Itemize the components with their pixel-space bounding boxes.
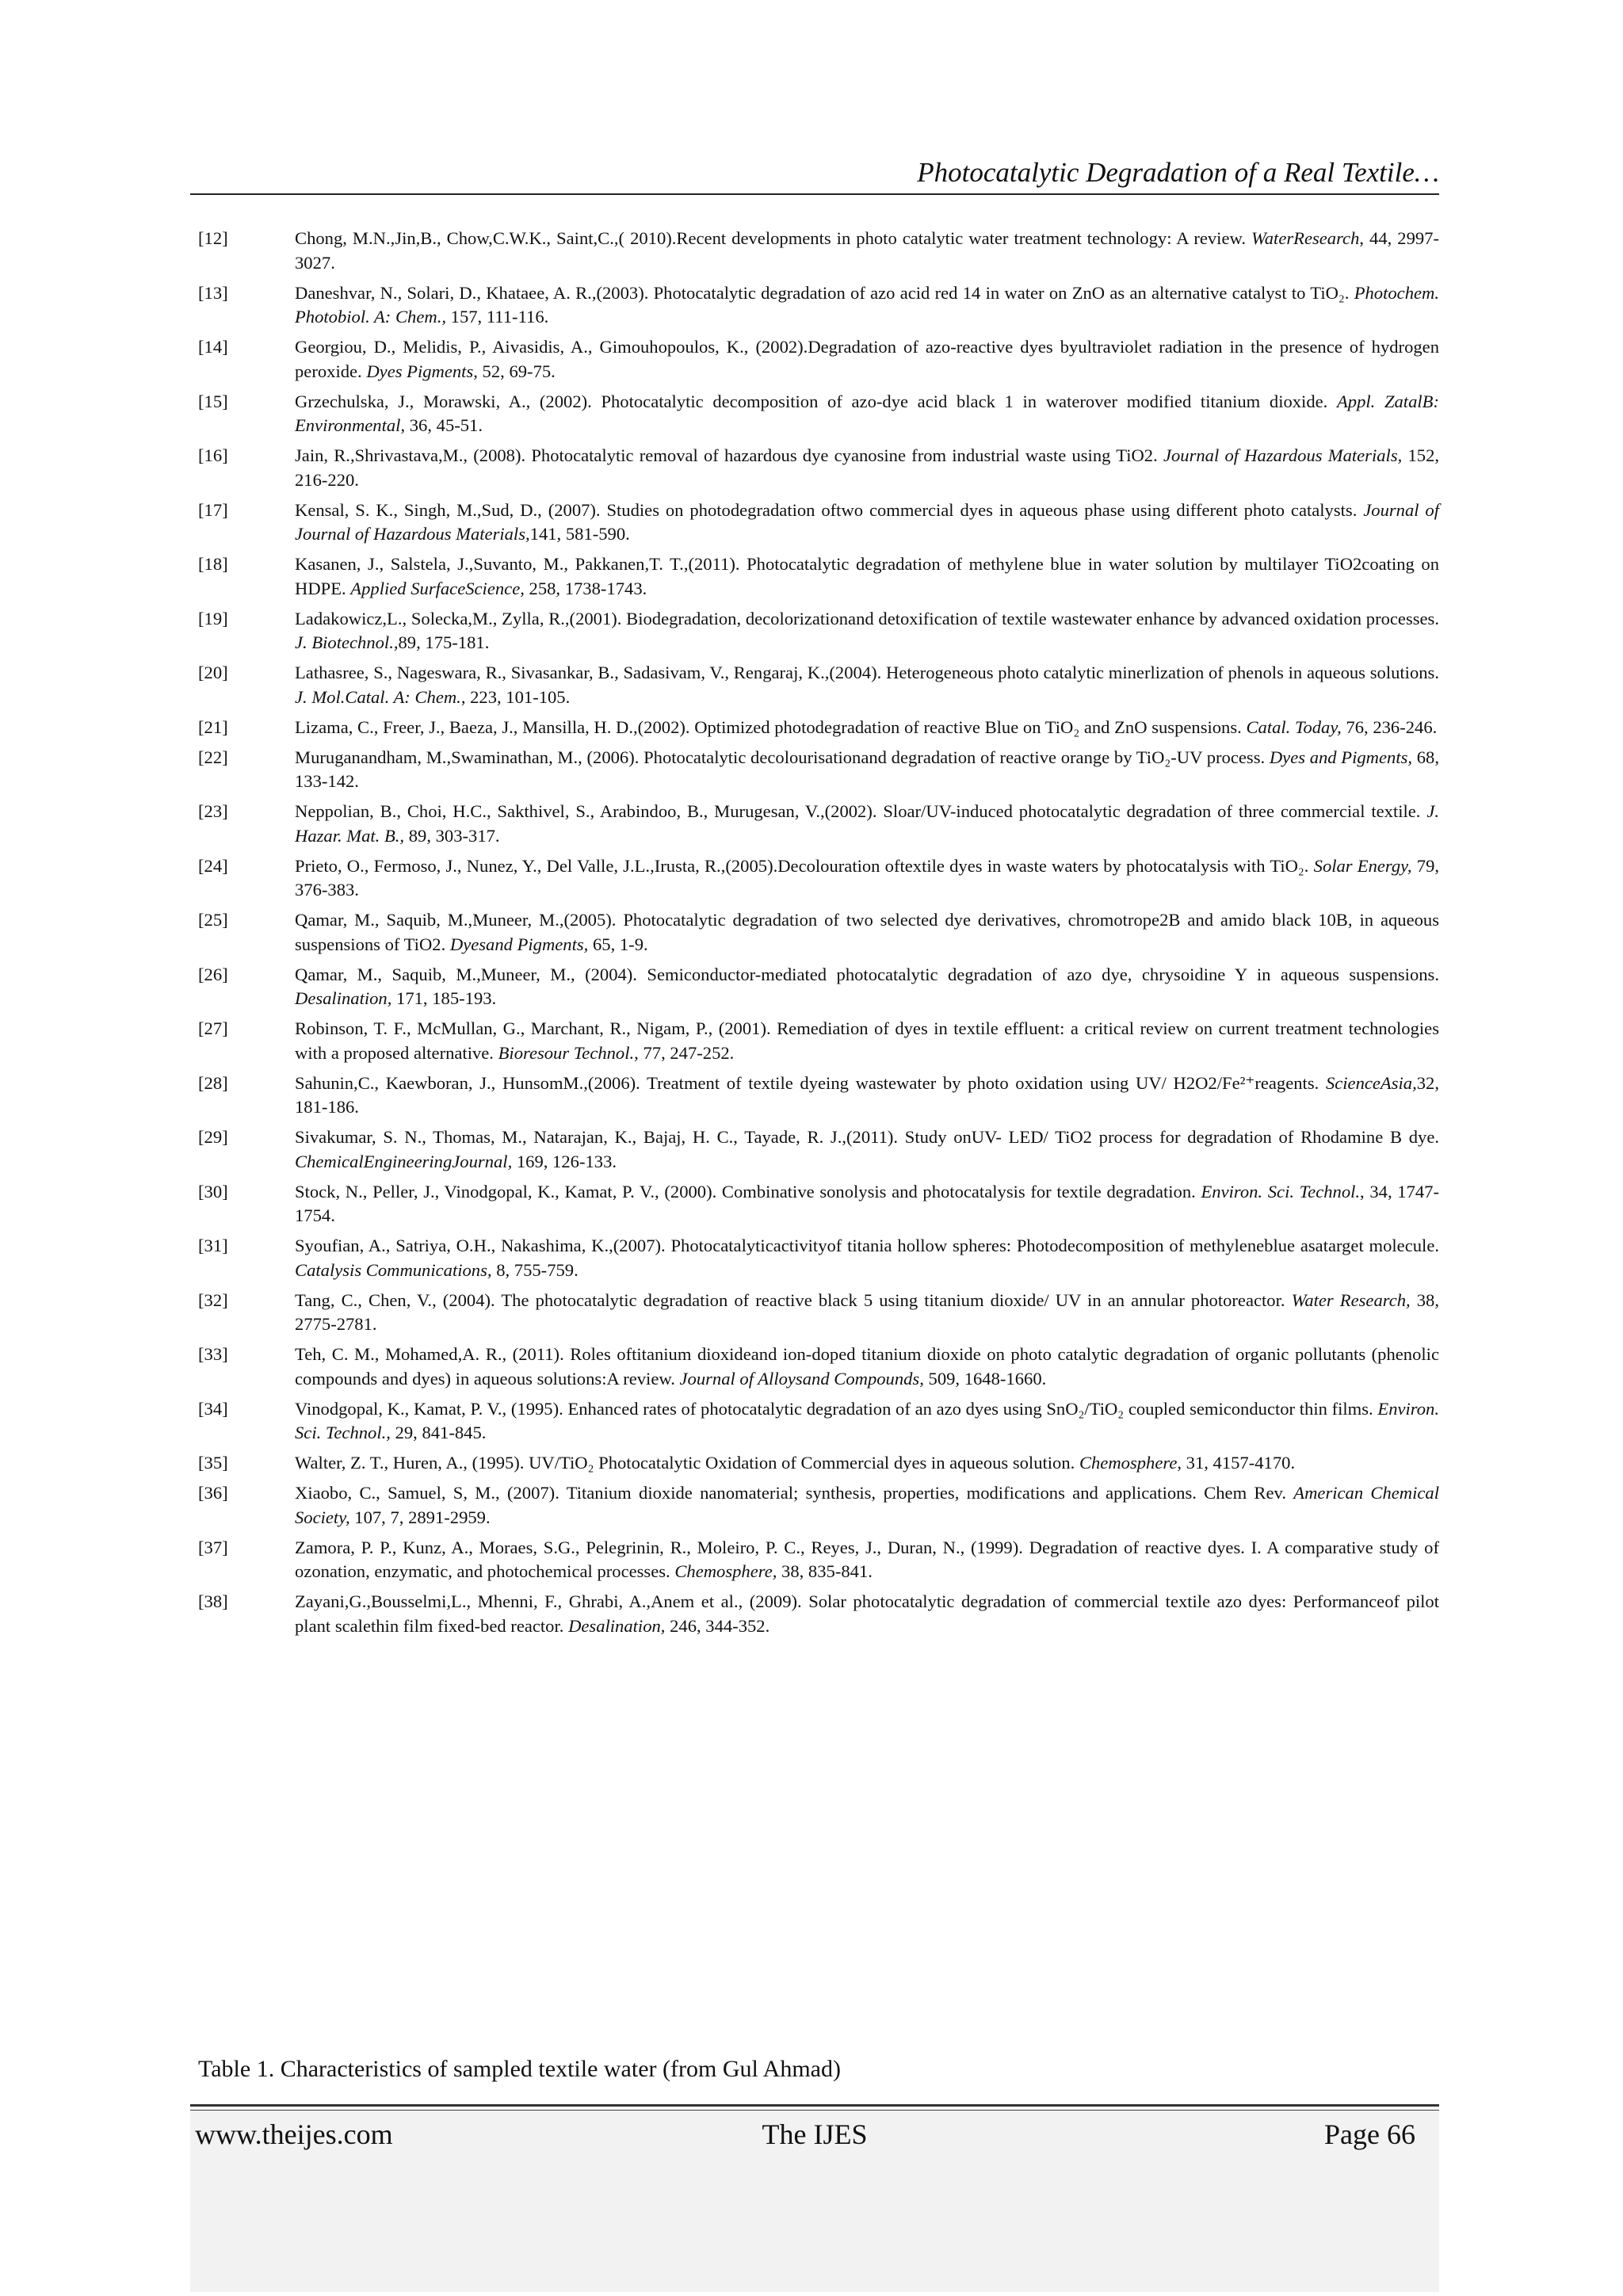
reference-number: [33]: [198, 1344, 228, 1364]
reference-journal: Environ. Sci. Technol.,: [295, 1398, 1439, 1442]
reference-volume-pages: 141, 581-590.: [529, 524, 630, 544]
reference-list: [198, 227, 1439, 1645]
reference-volume-pages: 89, 303-317.: [404, 825, 500, 846]
reference-journal: Bioresour Technol.: [498, 1042, 635, 1063]
reference-body: Neppolian, B., Choi, H.C., Sakthivel, S., Arabindoo, B., Murugesan, V.,(2002). Sloar/UV-induced photocatalytic degradation of three commercial textile.: [295, 801, 1427, 821]
reference-volume-pages: 38, 2775-2781.: [295, 1289, 1439, 1334]
reference-number: [17]: [198, 499, 228, 520]
reference-text: [295, 1451, 1439, 1476]
reference-text: [295, 227, 1439, 275]
reference-item: [198, 1397, 1439, 1446]
reference-text: [295, 746, 1439, 794]
reference-item: [198, 1536, 1439, 1584]
reference-journal: Environ. Sci. Technol.: [1201, 1181, 1361, 1201]
reference-body: Grzechulska, J., Morawski, A., (2002). Photocatalytic decomposition of azo-dye acid black 1 in waterover modified titanium dioxide.: [295, 391, 1337, 411]
reference-item: [198, 800, 1439, 848]
reference-volume-pages: 89, 175-181.: [398, 632, 490, 652]
reference-text: [295, 1343, 1439, 1391]
reference-volume-pages: , 36, 45-51.: [400, 415, 483, 435]
reference-body: Prieto, O., Fermoso, J., Nunez, Y., Del Valle, J.L.,Irusta, R.,(2005).Decolouration oftextile dyes in waste waters by photocatalysis with TiO₂.: [295, 855, 1314, 876]
reference-item: [198, 1180, 1439, 1228]
reference-item: [198, 908, 1439, 957]
reference-journal: WaterResearch: [1251, 228, 1360, 248]
reference-number: [38]: [198, 1591, 228, 1611]
reference-item: [198, 661, 1439, 709]
reference-body: Robinson, T. F., McMullan, G., Marchant, R., Nigam, P., (2001). Remediation of dyes in textile effluent: a critical review on current treatment technologies with a proposed alternative.: [295, 1018, 1439, 1063]
reference-volume-pages: 157, 111-116.: [446, 307, 549, 327]
reference-item: [198, 1234, 1439, 1282]
reference-text: [295, 552, 1439, 601]
reference-journal: Dyesand Pigments,: [449, 934, 589, 954]
reference-journal: Chemosphere,: [1079, 1453, 1182, 1473]
reference-body: Vinodgopal, K., Kamat, P. V., (1995). Enhanced rates of photocatalytic degradation of an azo dyes using SnO₂/TiO₂ coupled semiconductor thin films.: [295, 1398, 1378, 1419]
reference-item: [198, 390, 1439, 438]
reference-number: [24]: [198, 855, 228, 876]
reference-number: [31]: [198, 1236, 228, 1255]
reference-journal: Chemosphere,: [674, 1561, 777, 1581]
reference-volume-pages: 32, 181-186.: [295, 1072, 1439, 1117]
reference-text: [295, 281, 1439, 330]
reference-journal: American Chemical Society,: [295, 1483, 1440, 1527]
reference-item: [198, 499, 1439, 547]
reference-text: [295, 444, 1439, 492]
reference-volume-pages: , 44, 2997-3027.: [295, 228, 1440, 273]
reference-text: [295, 1180, 1439, 1228]
reference-volume-pages: 68, 133-142.: [295, 747, 1439, 791]
reference-number: [34]: [198, 1398, 228, 1419]
reference-body: Sivakumar, S. N., Thomas, M., Natarajan, K., Bajaj, H. C., Tayade, R. J.,(2011). Study onUV- LED/ TiO2 process for degradation of Rhodamine B dye.: [295, 1127, 1439, 1147]
reference-number: [18]: [198, 554, 228, 574]
reference-item: [198, 1289, 1439, 1337]
reference-volume-pages: , 77, 247-252.: [634, 1042, 735, 1063]
footer-rule-thin: [190, 2110, 1439, 2111]
reference-journal: Applied SurfaceScience,: [350, 578, 525, 598]
reference-text: [295, 661, 1439, 709]
reference-number: [37]: [198, 1537, 228, 1557]
reference-text: [295, 1590, 1439, 1638]
reference-journal: Catal. Today,: [1246, 716, 1342, 737]
reference-journal: Photochem. Photobiol. A: Chem.,: [295, 282, 1439, 327]
reference-volume-pages: 8, 755-759.: [491, 1259, 579, 1280]
reference-number: [23]: [198, 801, 228, 821]
reference-text: [295, 1289, 1439, 1337]
reference-number: [29]: [198, 1127, 228, 1147]
reference-journal: ScienceAsia,: [1325, 1072, 1417, 1093]
header-rule: [190, 193, 1439, 195]
reference-journal: Water Research,: [1291, 1289, 1411, 1310]
reference-number: [15]: [198, 391, 228, 411]
reference-body: Zayani,G.,Bousselmi,L., Mhenni, F., Ghrabi, A.,Anem et al., (2009). Solar photocatalytic degradation of commercial textile azo dyes: Performanceof pilot plant scalethin film fixed-bed reactor.: [295, 1591, 1439, 1636]
reference-item: [198, 963, 1439, 1011]
reference-journal: Journal of Hazardous Materials,: [1163, 445, 1403, 465]
reference-journal: Solar Energy,: [1313, 855, 1412, 876]
reference-journal: Dyes and Pigments,: [1269, 747, 1413, 767]
reference-body: Walter, Z. T., Huren, A., (1995). UV/TiO₂ Photocatalytic Oxidation of Commercial dyes in aqueous solution.: [295, 1453, 1079, 1473]
reference-item: [198, 1343, 1439, 1391]
reference-body: Sahunin,C., Kaewboran, J., HunsomM.,(2006). Treatment of textile dyeing wastewater by photo oxidation using UV/ H2O2/Fe²⁺reagents.: [295, 1072, 1326, 1093]
reference-number: [28]: [198, 1072, 228, 1093]
reference-number: [26]: [198, 964, 228, 984]
reference-body: Georgiou, D., Melidis, P., Aivasidis, A., Gimouhopoulos, K., (2002).Degradation of azo-reactive dyes byultraviolet radiation in the presence of hydrogen peroxide.: [295, 337, 1439, 381]
reference-body: Stock, N., Peller, J., Vinodgopal, K., Kamat, P. V., (2000). Combinative sonolysis and photocatalysis for textile degradation.: [295, 1181, 1201, 1201]
reference-journal: Journal of Alloysand Compounds,: [679, 1368, 924, 1389]
reference-body: Muruganandham, M.,Swaminathan, M., (2006). Photocatalytic decolourisationand degradation of reactive orange by TiO₂-UV process.: [295, 747, 1270, 767]
reference-volume-pages: 152, 216-220.: [295, 445, 1440, 490]
reference-journal: J. Biotechnol.,: [295, 632, 399, 652]
reference-number: [21]: [198, 716, 228, 737]
reference-journal: Desalination,: [568, 1615, 666, 1636]
reference-number: [27]: [198, 1018, 228, 1038]
reference-text: [295, 499, 1439, 547]
footer-website: www.theijes.com: [195, 2118, 393, 2150]
reference-number: [30]: [198, 1181, 228, 1201]
reference-number: [16]: [198, 445, 228, 465]
reference-journal: J. Mol.Catal. A: Chem.: [295, 686, 461, 707]
reference-text: [295, 1125, 1439, 1174]
reference-item: [198, 1590, 1439, 1638]
reference-item: [198, 1125, 1439, 1174]
reference-volume-pages: , 34, 1747-1754.: [295, 1181, 1439, 1225]
reference-number: [12]: [198, 228, 228, 248]
running-header: Photocatalytic Degradation of a Real Textile…: [917, 157, 1439, 188]
reference-item: [198, 552, 1439, 601]
reference-journal: Dyes Pigments,: [366, 361, 478, 381]
reference-number: [13]: [198, 282, 228, 303]
reference-text: [295, 908, 1439, 957]
reference-body: Chong, M.N.,Jin,B., Chow,C.W.K., Saint,C.,( 2010).Recent developments in photo catalytic water treatment technology: A review.: [295, 228, 1251, 248]
reference-body: Jain, R.,Shrivastava,M., (2008). Photocatalytic removal of hazardous dye cyanosine from industrial waste using TiO2.: [295, 445, 1163, 465]
reference-journal: Catalysis Communications,: [295, 1259, 492, 1280]
reference-number: [14]: [198, 337, 228, 357]
reference-volume-pages: 76, 236-246.: [1341, 716, 1438, 737]
reference-volume-pages: 79, 376-383.: [295, 855, 1440, 900]
reference-text: [295, 800, 1439, 848]
reference-journal: J. Hazar. Mat. B.,: [295, 801, 1439, 846]
reference-volume-pages: 38, 835-841.: [777, 1561, 873, 1581]
reference-volume-pages: 52, 69-75.: [477, 361, 556, 381]
reference-volume-pages: 509, 1648-1660.: [923, 1368, 1047, 1389]
reference-volume-pages: 171, 185-193.: [391, 988, 497, 1008]
reference-text: [295, 716, 1439, 740]
reference-body: Ladakowicz,L., Solecka,M., Zylla, R.,(2001). Biodegradation, decolorizationand detoxification of textile wastewater enhance by advanced oxidation processes.: [295, 608, 1439, 628]
reference-item: [198, 1451, 1439, 1476]
reference-text: [295, 1536, 1439, 1584]
reference-item: [198, 1072, 1439, 1120]
reference-text: [295, 854, 1439, 903]
footer-page-number: Page 66: [1324, 2118, 1415, 2150]
reference-number: [35]: [198, 1453, 228, 1473]
reference-item: [198, 716, 1439, 740]
reference-item: [198, 444, 1439, 492]
reference-number: [22]: [198, 747, 228, 767]
reference-text: [295, 390, 1439, 438]
reference-volume-pages: 246, 344-352.: [665, 1615, 770, 1636]
reference-text: [295, 1481, 1439, 1530]
reference-item: [198, 281, 1439, 330]
reference-volume-pages: 31, 4157-4170.: [1182, 1453, 1296, 1473]
reference-text: [295, 1072, 1439, 1120]
footer-journal: The IJES: [762, 2118, 868, 2150]
reference-body: Qamar, M., Saquib, M.,Muneer, M.,(2005). Photocatalytic degradation of two selected dye derivatives, chromotrope2B and amido black 10B, in aqueous suspensions of TiO2.: [295, 910, 1439, 954]
reference-text: [295, 1017, 1439, 1065]
reference-body: Kensal, S. K., Singh, M.,Sud, D., (2007). Studies on photodegradation oftwo commercial dyes in aqueous phase using different photo catalysts.: [295, 499, 1364, 520]
reference-text: [295, 1397, 1439, 1446]
reference-number: [19]: [198, 608, 228, 628]
reference-item: [198, 335, 1439, 384]
reference-body: Xiaobo, C., Samuel, S, M., (2007). Titanium dioxide nanomaterial; synthesis, properties, modifications and applications. Chem Rev.: [295, 1483, 1294, 1503]
reference-number: [25]: [198, 910, 228, 930]
reference-body: Lathasree, S., Nageswara, R., Sivasankar, B., Sadasivam, V., Rengaraj, K.,(2004). Heterogeneous photo catalytic minerlization of phenols in aqueous solutions.: [295, 663, 1439, 682]
reference-item: [198, 607, 1439, 655]
reference-body: Tang, C., Chen, V., (2004). The photocatalytic degradation of reactive black 5 using titanium dioxide/ UV in an annular photoreactor.: [295, 1289, 1292, 1310]
reference-volume-pages: 65, 1-9.: [588, 934, 648, 954]
reference-body: Syoufian, A., Satriya, O.H., Nakashima, K.,(2007). Photocatalyticactivityof titania hollow spheres: Photodecomposition of methyleneblue asatarget molecule.: [295, 1236, 1439, 1255]
reference-volume-pages: , 223, 101-105.: [460, 686, 571, 707]
reference-item: [198, 746, 1439, 794]
reference-text: [295, 1234, 1439, 1282]
reference-body: Kasanen, J., Salstela, J.,Suvanto, M., Pakkanen,T. T.,(2011). Photocatalytic degradation of methylene blue in water solution by multilayer TiO2coating on HDPE.: [295, 554, 1439, 598]
reference-text: [295, 963, 1439, 1011]
reference-body: Qamar, M., Saquib, M.,Muneer, M., (2004). Semiconductor-mediated photocatalytic degradation of azo dye, chrysoidine Y in aqueous suspensions.: [295, 964, 1439, 984]
reference-body: Daneshvar, N., Solari, D., Khataee, A. R.,(2003). Photocatalytic degradation of azo acid red 14 in water on ZnO as an alternative catalyst to TiO₂.: [295, 282, 1354, 303]
reference-journal: Desalination,: [295, 988, 392, 1008]
reference-volume-pages: 258, 1738-1743.: [524, 578, 647, 598]
reference-text: [295, 607, 1439, 655]
table-caption: Table 1. Characteristics of sampled textile water (from Gul Ahmad): [198, 2056, 841, 2082]
reference-item: [198, 1017, 1439, 1065]
reference-item: [198, 227, 1439, 275]
reference-item: [198, 1481, 1439, 1530]
reference-number: [32]: [198, 1289, 228, 1310]
page-footer: [190, 2111, 1439, 2292]
reference-body: Teh, C. M., Mohamed,A. R., (2011). Roles oftitanium dioxideand ion-doped titanium dioxide on photo catalytic degradation of organic pollutants (phenolic compounds and dyes) in aqueous solutions:A review.: [295, 1344, 1439, 1389]
reference-journal: Appl. ZatalB: Environmental: [295, 391, 1439, 435]
reference-item: [198, 854, 1439, 903]
reference-volume-pages: 169, 126-133.: [512, 1151, 617, 1171]
reference-journal: Journal of Journal of Hazardous Materials,: [295, 499, 1439, 544]
reference-body: Lizama, C., Freer, J., Baeza, J., Mansilla, H. D.,(2002). Optimized photodegradation of reactive Blue on TiO₂ and ZnO suspensions.: [295, 716, 1247, 737]
reference-text: [295, 335, 1439, 384]
reference-body: Zamora, P. P., Kunz, A., Moraes, S.G., Pelegrinin, R., Moleiro, P. C., Reyes, J., Duran, N., (1999). Degradation of reactive dyes. I. A comparative study of ozonation, enzymatic, and photochemical processes.: [295, 1537, 1439, 1581]
reference-volume-pages: 107, 7, 2891-2959.: [349, 1507, 491, 1527]
reference-number: [36]: [198, 1483, 228, 1503]
reference-journal: ChemicalEngineeringJournal,: [295, 1151, 513, 1171]
reference-number: [20]: [198, 663, 228, 682]
reference-volume-pages: 29, 841-845.: [390, 1423, 487, 1442]
footer-rule: [190, 2104, 1439, 2107]
